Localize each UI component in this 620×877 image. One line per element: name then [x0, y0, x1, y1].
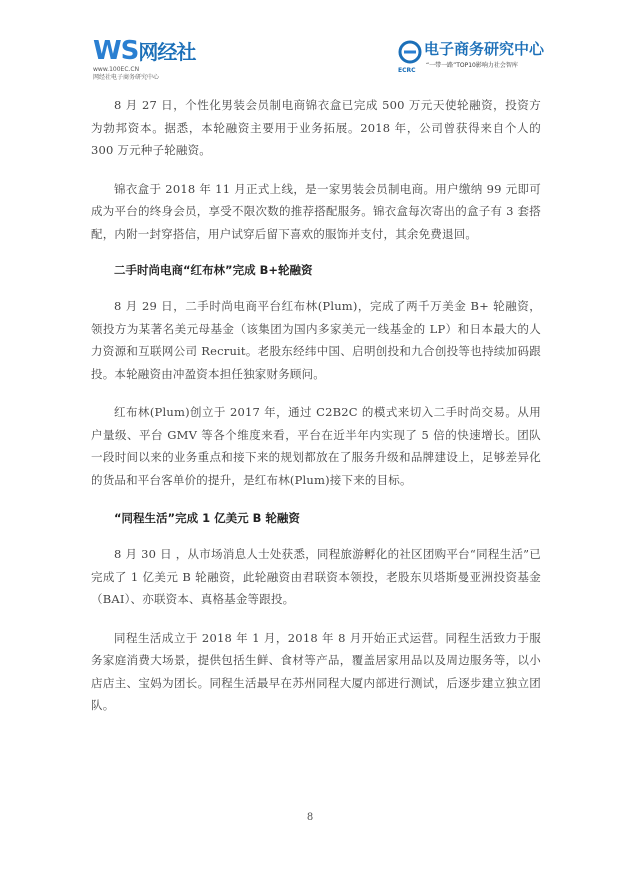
heading-hongbulin: 二手时尚电商“红布林”完成 B+轮融资 [114, 263, 313, 277]
ecrc-abbr: ECRC [398, 67, 416, 74]
ecrc-badge-icon [398, 40, 422, 70]
paragraph-tongcheng-funding: 8 月 30 日 ，从市场消息人士处获悉，同程旅游孵化的社区团购平台“同程生活”已完成了 1 亿美元 B 轮融资，此轮融资由君联资本领投，老股东贝塔斯曼亚洲投资基金（BAI）、亦联资本、真格基金等跟投。 [91, 547, 541, 606]
page-header [0, 0, 620, 80]
logo-ws-mark: WS [93, 36, 139, 66]
paragraph-hongbulin-intro: 红布林(Plum)创立于 2017 年，通过 C2B2C 的模式来切入二手时尚交易。从用户量级、平台 GMV 等各个维度来看，平台在近半年内实现了 5 倍的快速增长。团队一段时间以来的业务重点和接下来的规划都放在了服务升级和品牌建设上，足够差异化的货品和平台客单价的提升，是红布林(Plum)接下来的目标。 [91, 405, 541, 487]
ecrc-title: 电子商务研究中心 [424, 40, 545, 58]
logo-cn-name: 网经社 [138, 40, 196, 64]
document-body [91, 94, 541, 717]
paragraph-hongbulin-funding: 8 月 29 日，二手时尚电商平台红布林(Plum)，完成了两千万美金 B+ 轮融资，领投方为某著名美元母基金（该集团为国内多家美元一线基金的 LP）和日本最大的人力资源和互联网公司 Recruit。老股东经纬中国、启明创投和九合创投等也持续加码跟投。本轮融资由冲盈资本担任独家财务顾问。 [91, 299, 541, 381]
ecrc-logo [398, 40, 578, 78]
logo-tagline: 网经社电子商务研究中心 [93, 74, 160, 81]
logo-url: www.100EC.CN [93, 66, 140, 73]
page-number: 8 [306, 812, 314, 823]
heading-tongcheng: “同程生活”完成 1 亿美元 B 轮融资 [114, 511, 300, 525]
paragraph-tongcheng-intro: 同程生活成立于 2018 年 1 月，2018 年 8 月开始正式运营。同程生活致力于服务家庭消费大场景，提供包括生鲜、食材等产品，覆盖居家用品以及周边服务等，以小店店主、宝妈为团长。同程生活最早在苏州同程大厦内部进行测试，后逐步建立独立团队。 [91, 630, 541, 712]
ecrc-slogan: “一带一路”TOP10影响力社会智库 [426, 62, 518, 69]
paragraph-jinyihe-funding: 8 月 27 日，个性化男装会员制电商锦衣盒已完成 500 万元天使轮融资，投资方为勃邦资本。据悉，本轮融资主要用于业务拓展。2018 年，公司曾获得来自个人的 300 万元种子轮融资。 [91, 98, 541, 157]
paragraph-jinyihe-intro: 锦衣盒于 2018 年 11 月正式上线，是一家男装会员制电商。用户缴纳 99 元即可成为平台的终身会员，享受不限次数的推荐搭配服务。锦衣盒每次寄出的盒子有 3 套搭配，内附一封穿搭信，用户试穿后留下喜欢的服饰并支付，其余免费退回。 [91, 181, 541, 241]
wangjingshe-logo [93, 36, 203, 81]
